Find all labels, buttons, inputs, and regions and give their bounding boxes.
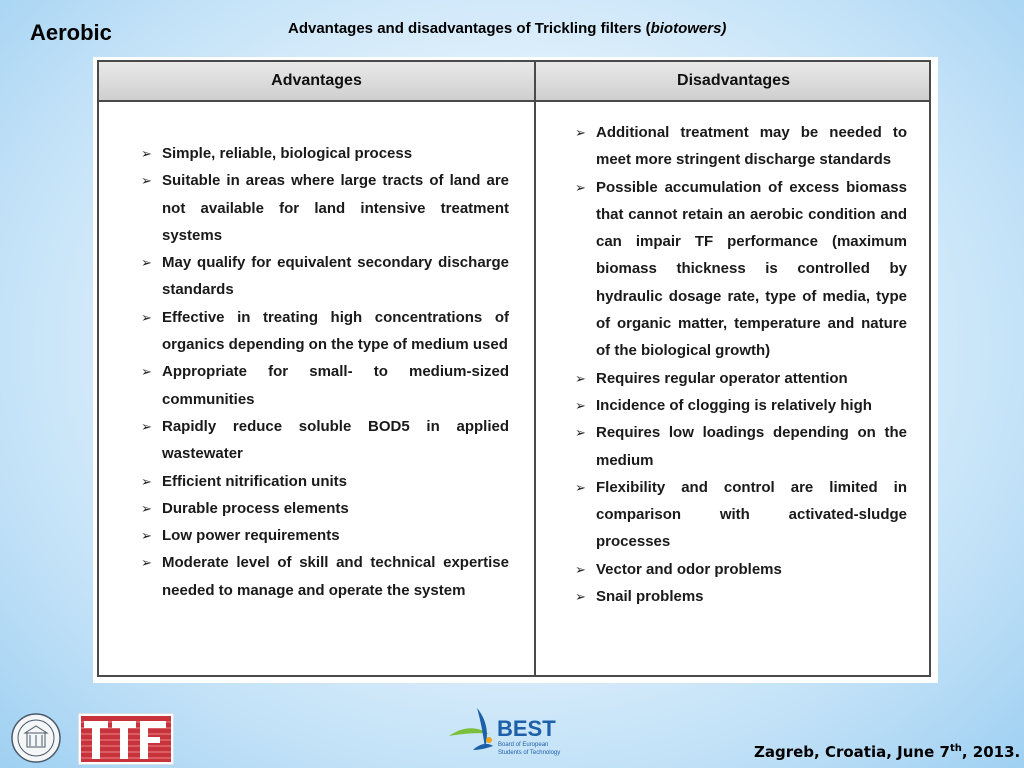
list-item-text: Flexibility and control are limited in comparison with activated-sludge processes — [596, 478, 907, 551]
list-item — [141, 413, 509, 468]
list-item-text: Effective in treating high concentrations of organics depending on the type of medium used — [162, 308, 509, 354]
arrow-bullet-icon: ➢ — [141, 528, 152, 544]
list-item — [575, 583, 907, 610]
arrow-bullet-icon: ➢ — [575, 370, 586, 386]
column-divider — [534, 62, 536, 675]
best-logo — [443, 700, 563, 764]
arrow-bullet-icon: ➢ — [141, 173, 152, 189]
list-item-text: Incidence of clogging is relatively high — [596, 396, 872, 414]
advantages-list — [141, 140, 509, 604]
list-item-text: Possible accumulation of excess biomass that cannot retain an aerobic condition and can impair TF performance (maximum biomass thickness is controlled by hydraulic dosage rate, type of media, type of organic matter, temperature and nature of the biological growth) — [596, 178, 907, 360]
list-item — [141, 495, 509, 522]
section-label: Aerobic — [30, 20, 112, 45]
footer-date-post: , 2013. — [961, 743, 1021, 761]
arrow-bullet-icon: ➢ — [575, 561, 586, 577]
list-item — [575, 174, 907, 365]
best-logo-sub-1: Board of European — [498, 742, 549, 748]
arrow-bullet-icon: ➢ — [575, 479, 586, 495]
footer-date-superscript: th — [949, 743, 962, 754]
list-item-text: Efficient nitrification units — [162, 472, 348, 490]
list-item-text: May qualify for equivalent secondary discharge standards — [162, 254, 509, 299]
footer-location-date — [754, 743, 1020, 761]
list-item-text: Durable process elements — [162, 499, 349, 517]
arrow-bullet-icon: ➢ — [141, 255, 152, 271]
arrow-bullet-icon: ➢ — [141, 309, 152, 325]
disadvantages-list — [575, 119, 907, 610]
list-item — [575, 119, 907, 174]
arrow-bullet-icon: ➢ — [141, 500, 152, 516]
arrow-bullet-icon: ➢ — [575, 125, 586, 140]
header-advantages: Advantages — [271, 72, 362, 89]
list-item — [141, 549, 509, 604]
arrow-bullet-icon: ➢ — [575, 425, 586, 441]
list-item — [575, 474, 907, 556]
list-item-text: Low power requirements — [162, 527, 340, 545]
list-item-text: Snail problems — [596, 588, 704, 606]
list-item — [575, 556, 907, 583]
list-item — [141, 304, 509, 359]
list-item-text: Simple, reliable, biological process — [162, 145, 413, 162]
list-item — [575, 419, 907, 474]
list-item — [141, 468, 509, 495]
advantages-column — [141, 140, 509, 604]
list-item — [575, 365, 907, 392]
list-item — [141, 140, 509, 167]
list-item-text: Appropriate for small- to medium-sized communities — [162, 363, 509, 408]
arrow-bullet-icon: ➢ — [141, 364, 152, 380]
comparison-table-frame — [93, 57, 938, 683]
list-item — [141, 358, 509, 413]
footer-date-pre: Zagreb, Croatia, June 7 — [754, 743, 950, 761]
arrow-bullet-icon: ➢ — [141, 418, 152, 434]
arrow-bullet-icon: ➢ — [575, 397, 586, 413]
header-disadvantages: Disadvantages — [677, 72, 790, 89]
list-item-text: Moderate level of skill and technical expertise needed to manage and operate the system — [162, 554, 509, 599]
list-item-text: Rapidly reduce soluble BOD5 in applied wastewater — [162, 417, 509, 463]
list-item-text: Requires regular operator attention — [596, 369, 848, 387]
list-item-text: Additional treatment may be needed to meet more stringent discharge standards — [596, 124, 907, 169]
best-logo-name: BEST — [497, 716, 556, 741]
arrow-bullet-icon: ➢ — [141, 146, 152, 161]
list-item-text: Requires low loadings depending on the medium — [596, 424, 907, 469]
arrow-bullet-icon: ➢ — [141, 555, 152, 571]
list-item-text: Suitable in areas where large tracts of land are not available for land intensive treatment systems — [162, 172, 509, 244]
list-item — [141, 249, 509, 304]
arrow-bullet-icon: ➢ — [575, 179, 586, 195]
best-logo-sub-2: Students of Technology — [498, 750, 561, 756]
list-item-text: Vector and odor problems — [596, 560, 782, 578]
list-item — [141, 167, 509, 249]
list-item — [575, 392, 907, 419]
ttf-faculty-logo — [78, 713, 174, 765]
arrow-bullet-icon: ➢ — [575, 589, 586, 605]
slide-title-main: Advantages and disadvantages of Trickling filters ( — [288, 20, 651, 37]
slide-title-italic: biotowers) — [650, 20, 727, 37]
arrow-bullet-icon: ➢ — [141, 473, 152, 489]
university-seal-logo — [11, 713, 61, 763]
slide-title — [288, 20, 726, 37]
disadvantages-column — [575, 119, 907, 610]
list-item — [141, 522, 509, 549]
